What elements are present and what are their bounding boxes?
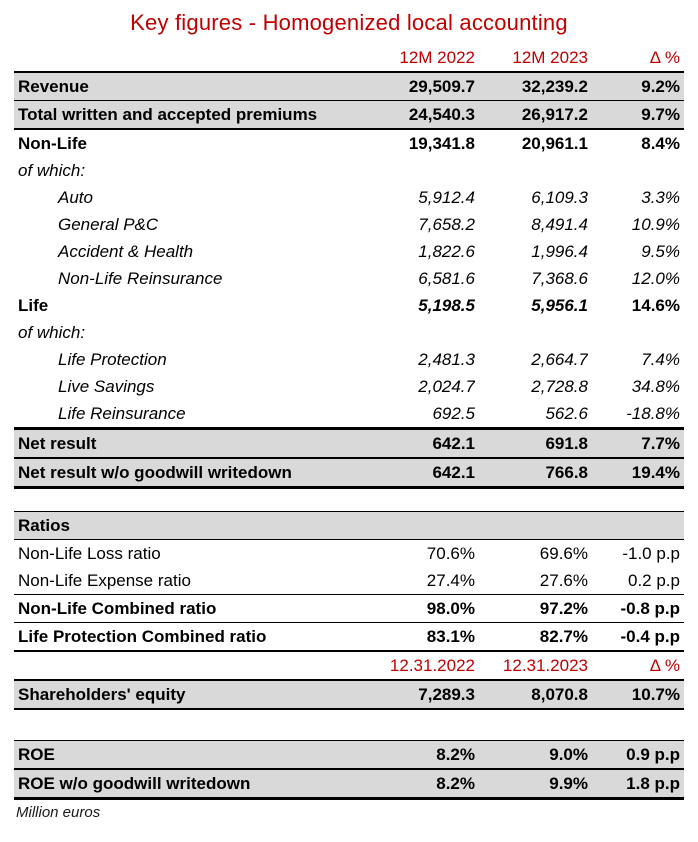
row-label: ROE [18, 744, 55, 764]
value-2022: 2,481.3 [418, 349, 475, 369]
value-delta: 9.2% [641, 76, 680, 96]
value-2022: 1,822.6 [418, 241, 475, 261]
value-2023: 9.0% [549, 744, 588, 764]
table-row [14, 238, 684, 265]
value-delta: -0.8 p.p [620, 598, 680, 618]
value-delta: 19.4% [631, 462, 680, 482]
value-delta: -0.4 p.p [620, 626, 680, 646]
table-row [14, 511, 684, 540]
row-label: Non-Life Combined ratio [18, 598, 217, 618]
value-2023: 2,728.8 [531, 376, 588, 396]
value-2022: 5,912.4 [418, 187, 475, 207]
value-delta: Δ % [649, 47, 680, 67]
row-label: Live Savings [58, 376, 155, 396]
value-2022: 642.1 [432, 433, 475, 453]
row-label: Auto [58, 187, 93, 207]
table-row [14, 130, 684, 157]
value-2022: 24,540.3 [408, 104, 475, 124]
table-row [14, 427, 684, 459]
table-row [14, 71, 684, 101]
table-row [14, 101, 684, 130]
row-label: Life Reinsurance [58, 403, 186, 423]
value-2022: 2,024.7 [418, 376, 475, 396]
value-2022: 8.2% [436, 744, 475, 764]
value-2023: 20,961.1 [521, 133, 588, 153]
table-row [14, 679, 684, 710]
value-delta: 34.8% [631, 376, 680, 396]
row-label: Life Protection Combined ratio [18, 626, 267, 646]
value-delta: 10.7% [631, 684, 680, 704]
row-label: Life [18, 295, 49, 315]
value-2022: 12M 2022 [399, 47, 475, 67]
table-row [14, 184, 684, 211]
row-label: Life Protection [58, 349, 167, 369]
table-row [14, 292, 684, 319]
table-row [14, 567, 684, 594]
value-2022: 7,289.3 [418, 684, 475, 704]
value-2022: 5,198.5 [418, 295, 475, 315]
value-2023: 26,917.2 [521, 104, 588, 124]
table-row [14, 540, 684, 567]
table-row [14, 623, 684, 652]
value-delta: 9.5% [641, 241, 680, 261]
value-2023: 7,368.6 [531, 268, 588, 288]
value-2023: 12.31.2023 [502, 655, 588, 675]
value-delta: 1.8 p.p [626, 773, 680, 793]
table-row [14, 652, 684, 679]
value-delta: -1.0 p.p [622, 543, 680, 563]
value-2023: 766.8 [545, 462, 588, 482]
value-2023: 6,109.3 [531, 187, 588, 207]
value-2022: 27.4% [426, 570, 475, 590]
table-row [14, 400, 684, 427]
value-2023: 5,956.1 [531, 295, 588, 315]
value-2023: 691.8 [545, 433, 588, 453]
spacer-row [14, 710, 684, 740]
value-2023: 27.6% [539, 570, 588, 590]
row-label: Non-Life Expense ratio [18, 570, 191, 590]
table-row [14, 770, 684, 800]
value-2022: 6,581.6 [418, 268, 475, 288]
row-label: Net result [18, 433, 97, 453]
table-row [14, 594, 684, 623]
value-delta: 9.7% [641, 104, 680, 124]
row-label: Accident & Health [58, 241, 194, 261]
value-2023: 82.7% [539, 626, 588, 646]
value-delta: 14.6% [631, 295, 680, 315]
row-label: ROE w/o goodwill writedown [18, 773, 251, 793]
table-row [14, 319, 684, 346]
value-2022: 98.0% [426, 598, 475, 618]
value-2023: 8,070.8 [531, 684, 588, 704]
table-row [14, 265, 684, 292]
value-delta: 8.4% [641, 133, 680, 153]
value-2022: 83.1% [426, 626, 475, 646]
value-delta: 7.4% [641, 349, 680, 369]
value-2023: 2,664.7 [531, 349, 588, 369]
row-label: Net result w/o goodwill writedown [18, 462, 292, 482]
page-title: Key figures - Homogenized local accounting [130, 10, 568, 35]
row-label: Shareholders' equity [18, 684, 186, 704]
row-label: Non-Life Loss ratio [18, 543, 161, 563]
row-label: General P&C [58, 214, 159, 234]
value-delta: -18.8% [626, 403, 680, 423]
table-row [14, 740, 684, 770]
value-delta: 0.9 p.p [626, 744, 680, 764]
value-delta: 7.7% [641, 433, 680, 453]
row-label: Non-Life [18, 133, 87, 153]
row-label: Total written and accepted premiums [18, 104, 318, 124]
footnote-million-euros: Million euros [16, 804, 101, 821]
value-2023: 97.2% [539, 598, 588, 618]
value-2022: 29,509.7 [408, 76, 475, 96]
value-delta: 10.9% [631, 214, 680, 234]
value-2022: 8.2% [436, 773, 475, 793]
value-2022: 19,341.8 [408, 133, 475, 153]
value-2023: 69.6% [539, 543, 588, 563]
table-row [14, 373, 684, 400]
value-2023: 12M 2023 [512, 47, 588, 67]
value-2022: 12.31.2022 [389, 655, 475, 675]
table-row [14, 346, 684, 373]
value-delta: 0.2 p.p [628, 570, 680, 590]
value-2023: 9.9% [549, 773, 588, 793]
row-label: of which: [18, 322, 86, 342]
value-delta: 3.3% [641, 187, 680, 207]
row-label: of which: [18, 160, 86, 180]
value-2022: 7,658.2 [418, 214, 475, 234]
spacer-row [14, 489, 684, 511]
row-label: Non-Life Reinsurance [58, 268, 223, 288]
table-row [14, 44, 684, 71]
row-label: Ratios [18, 515, 70, 535]
table-row [14, 211, 684, 238]
key-figures-table [14, 44, 684, 800]
table-row [14, 459, 684, 489]
row-label: Revenue [18, 76, 89, 96]
value-2022: 642.1 [432, 462, 475, 482]
value-2023: 1,996.4 [531, 241, 588, 261]
value-2022: 70.6% [426, 543, 475, 563]
table-row [14, 157, 684, 184]
value-2023: 562.6 [545, 403, 588, 423]
value-delta: 12.0% [631, 268, 680, 288]
value-delta: Δ % [649, 655, 680, 675]
value-2023: 8,491.4 [531, 214, 588, 234]
value-2022: 692.5 [432, 403, 475, 423]
value-2023: 32,239.2 [521, 76, 588, 96]
